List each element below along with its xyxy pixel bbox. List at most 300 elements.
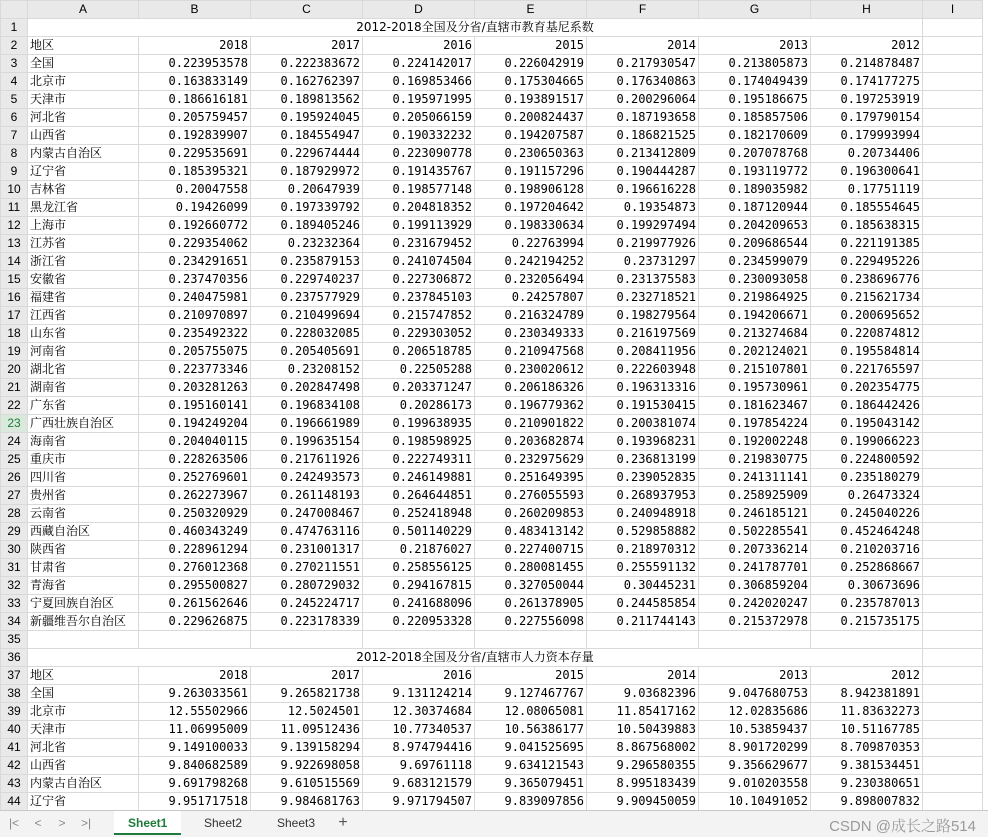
value-cell[interactable]: 0.229495226 xyxy=(811,253,923,271)
value-cell[interactable]: 0.260209853 xyxy=(475,505,587,523)
value-cell[interactable]: 0.223773346 xyxy=(139,361,251,379)
value-cell[interactable]: 0.189813562 xyxy=(251,91,363,109)
value-cell[interactable]: 0.211744143 xyxy=(587,613,699,631)
value-cell[interactable]: 9.634121543 xyxy=(475,757,587,775)
row-header[interactable]: 41 xyxy=(1,739,28,757)
region-cell[interactable]: 云南省 xyxy=(28,505,139,523)
value-cell[interactable]: 0.261562646 xyxy=(139,595,251,613)
value-cell[interactable]: 10.51167785 xyxy=(811,721,923,739)
value-cell[interactable]: 0.231001317 xyxy=(251,541,363,559)
value-cell[interactable]: 0.163833149 xyxy=(139,73,251,91)
value-cell[interactable]: 0.230093058 xyxy=(699,271,811,289)
row-header[interactable]: 28 xyxy=(1,505,28,523)
row-header[interactable]: 26 xyxy=(1,469,28,487)
row-header[interactable]: 39 xyxy=(1,703,28,721)
row-header[interactable]: 19 xyxy=(1,343,28,361)
value-cell[interactable]: 9.909450059 xyxy=(587,793,699,811)
row-header[interactable]: 21 xyxy=(1,379,28,397)
value-cell[interactable]: 0.244585854 xyxy=(587,595,699,613)
value-cell[interactable]: 0.247008467 xyxy=(251,505,363,523)
value-cell[interactable]: 0.215735175 xyxy=(811,613,923,631)
header-cell[interactable]: 2012 xyxy=(811,37,923,55)
value-cell[interactable]: 0.196779362 xyxy=(475,397,587,415)
value-cell[interactable]: 0.226042919 xyxy=(475,55,587,73)
value-cell[interactable]: 0.200296064 xyxy=(587,91,699,109)
value-cell[interactable]: 0.230020612 xyxy=(475,361,587,379)
value-cell[interactable]: 0.219830775 xyxy=(699,451,811,469)
value-cell[interactable]: 0.196616228 xyxy=(587,181,699,199)
value-cell[interactable]: 0.199066223 xyxy=(811,433,923,451)
cell[interactable] xyxy=(923,163,983,181)
value-cell[interactable]: 0.174177275 xyxy=(811,73,923,91)
row-header[interactable]: 23 xyxy=(1,415,28,433)
value-cell[interactable]: 0.241311141 xyxy=(699,469,811,487)
header-cell[interactable]: 2016 xyxy=(363,37,475,55)
cell[interactable] xyxy=(923,757,983,775)
value-cell[interactable]: 0.195043142 xyxy=(811,415,923,433)
value-cell[interactable]: 0.193968231 xyxy=(587,433,699,451)
value-cell[interactable]: 0.235787013 xyxy=(811,595,923,613)
value-cell[interactable]: 0.228032085 xyxy=(251,325,363,343)
region-cell[interactable]: 湖南省 xyxy=(28,379,139,397)
value-cell[interactable]: 11.06995009 xyxy=(139,721,251,739)
cell[interactable] xyxy=(923,325,983,343)
row-header[interactable]: 44 xyxy=(1,793,28,811)
cell[interactable] xyxy=(923,739,983,757)
value-cell[interactable]: 0.224142017 xyxy=(363,55,475,73)
value-cell[interactable]: 0.222749311 xyxy=(363,451,475,469)
value-cell[interactable]: 0.232718521 xyxy=(587,289,699,307)
row-header[interactable]: 12 xyxy=(1,217,28,235)
cell[interactable] xyxy=(923,253,983,271)
value-cell[interactable]: 0.215372978 xyxy=(699,613,811,631)
value-cell[interactable]: 0.245224717 xyxy=(251,595,363,613)
column-header[interactable]: A xyxy=(28,1,139,19)
value-cell[interactable]: 0.195186675 xyxy=(699,91,811,109)
value-cell[interactable]: 12.5024501 xyxy=(251,703,363,721)
value-cell[interactable]: 0.238696776 xyxy=(811,271,923,289)
value-cell[interactable]: 0.203371247 xyxy=(363,379,475,397)
row-header[interactable]: 10 xyxy=(1,181,28,199)
cell[interactable] xyxy=(251,631,363,649)
value-cell[interactable]: 0.215621734 xyxy=(811,289,923,307)
value-cell[interactable]: 0.192002248 xyxy=(699,433,811,451)
value-cell[interactable]: 0.206186326 xyxy=(475,379,587,397)
region-cell[interactable]: 四川省 xyxy=(28,469,139,487)
header-cell[interactable]: 2017 xyxy=(251,37,363,55)
value-cell[interactable]: 0.192839907 xyxy=(139,127,251,145)
value-cell[interactable]: 0.196661989 xyxy=(251,415,363,433)
cell[interactable] xyxy=(923,235,983,253)
cell[interactable] xyxy=(923,505,983,523)
cell[interactable] xyxy=(923,667,983,685)
value-cell[interactable]: 0.189035982 xyxy=(699,181,811,199)
prev-sheet-icon[interactable]: < xyxy=(34,816,42,830)
value-cell[interactable]: 0.224800592 xyxy=(811,451,923,469)
cell[interactable] xyxy=(923,91,983,109)
value-cell[interactable]: 0.460343249 xyxy=(139,523,251,541)
value-cell[interactable]: 0.186616181 xyxy=(139,91,251,109)
value-cell[interactable]: 0.246149881 xyxy=(363,469,475,487)
region-cell[interactable]: 广东省 xyxy=(28,397,139,415)
value-cell[interactable]: 0.185857506 xyxy=(699,109,811,127)
value-cell[interactable]: 0.182170609 xyxy=(699,127,811,145)
value-cell[interactable]: 0.30673696 xyxy=(811,577,923,595)
row-header[interactable]: 37 xyxy=(1,667,28,685)
row-header[interactable]: 35 xyxy=(1,631,28,649)
cell[interactable] xyxy=(923,361,983,379)
row-header[interactable]: 34 xyxy=(1,613,28,631)
value-cell[interactable]: 0.190332232 xyxy=(363,127,475,145)
value-cell[interactable]: 0.252868667 xyxy=(811,559,923,577)
cell[interactable] xyxy=(923,73,983,91)
value-cell[interactable]: 0.237577929 xyxy=(251,289,363,307)
value-cell[interactable]: 0.239052835 xyxy=(587,469,699,487)
region-cell[interactable]: 内蒙古自治区 xyxy=(28,775,139,793)
region-cell[interactable]: 青海省 xyxy=(28,577,139,595)
region-cell[interactable]: 黑龙江省 xyxy=(28,199,139,217)
table-title[interactable]: 2012-2018全国及分省/直辖市人力资本存量 xyxy=(28,649,923,667)
value-cell[interactable]: 0.219864925 xyxy=(699,289,811,307)
value-cell[interactable]: 0.185638315 xyxy=(811,217,923,235)
value-cell[interactable]: 0.276055593 xyxy=(475,487,587,505)
value-cell[interactable]: 8.709870353 xyxy=(811,739,923,757)
next-sheet-icon[interactable]: > xyxy=(58,816,66,830)
value-cell[interactable]: 0.199638935 xyxy=(363,415,475,433)
header-cell[interactable]: 2012 xyxy=(811,667,923,685)
row-header[interactable]: 43 xyxy=(1,775,28,793)
value-cell[interactable]: 0.241787701 xyxy=(699,559,811,577)
column-header[interactable]: C xyxy=(251,1,363,19)
value-cell[interactable]: 0.195924045 xyxy=(251,109,363,127)
row-header[interactable]: 42 xyxy=(1,757,28,775)
row-header[interactable]: 38 xyxy=(1,685,28,703)
value-cell[interactable]: 0.210947568 xyxy=(475,343,587,361)
value-cell[interactable]: 0.20647939 xyxy=(251,181,363,199)
value-cell[interactable]: 0.215107801 xyxy=(699,361,811,379)
value-cell[interactable]: 8.942381891 xyxy=(811,685,923,703)
column-header[interactable]: H xyxy=(811,1,923,19)
value-cell[interactable]: 0.202124021 xyxy=(699,343,811,361)
value-cell[interactable]: 0.23731297 xyxy=(587,253,699,271)
value-cell[interactable]: 0.232056494 xyxy=(475,271,587,289)
value-cell[interactable]: 0.258556125 xyxy=(363,559,475,577)
value-cell[interactable]: 0.176340863 xyxy=(587,73,699,91)
value-cell[interactable]: 0.529858882 xyxy=(587,523,699,541)
value-cell[interactable]: 12.55502966 xyxy=(139,703,251,721)
row-header[interactable]: 9 xyxy=(1,163,28,181)
value-cell[interactable]: 0.200381074 xyxy=(587,415,699,433)
value-cell[interactable]: 9.951717518 xyxy=(139,793,251,811)
value-cell[interactable]: 0.204040115 xyxy=(139,433,251,451)
value-cell[interactable]: 0.229354062 xyxy=(139,235,251,253)
value-cell[interactable]: 0.186442426 xyxy=(811,397,923,415)
value-cell[interactable]: 0.280729032 xyxy=(251,577,363,595)
cell[interactable] xyxy=(923,397,983,415)
cell[interactable] xyxy=(363,631,475,649)
cell[interactable] xyxy=(923,343,983,361)
value-cell[interactable]: 0.245040226 xyxy=(811,505,923,523)
row-header[interactable]: 22 xyxy=(1,397,28,415)
value-cell[interactable]: 0.227400715 xyxy=(475,541,587,559)
value-cell[interactable]: 0.195971995 xyxy=(363,91,475,109)
cell[interactable] xyxy=(923,199,983,217)
value-cell[interactable]: 0.207336214 xyxy=(699,541,811,559)
first-sheet-icon[interactable]: |< xyxy=(8,816,20,830)
value-cell[interactable]: 0.23208152 xyxy=(251,361,363,379)
value-cell[interactable]: 0.19426099 xyxy=(139,199,251,217)
value-cell[interactable]: 0.17751119 xyxy=(811,181,923,199)
value-cell[interactable]: 9.356629677 xyxy=(699,757,811,775)
region-cell[interactable]: 辽宁省 xyxy=(28,793,139,811)
value-cell[interactable]: 0.202354775 xyxy=(811,379,923,397)
value-cell[interactable]: 0.276012368 xyxy=(139,559,251,577)
header-cell[interactable]: 2014 xyxy=(587,37,699,55)
value-cell[interactable]: 8.995183439 xyxy=(587,775,699,793)
row-header[interactable]: 1 xyxy=(1,19,28,37)
value-cell[interactable]: 9.265821738 xyxy=(251,685,363,703)
value-cell[interactable]: 0.216324789 xyxy=(475,307,587,325)
region-cell[interactable]: 天津市 xyxy=(28,91,139,109)
region-cell[interactable]: 陕西省 xyxy=(28,541,139,559)
value-cell[interactable]: 0.181623467 xyxy=(699,397,811,415)
header-cell[interactable]: 2018 xyxy=(139,667,251,685)
value-cell[interactable]: 9.131124214 xyxy=(363,685,475,703)
value-cell[interactable]: 0.213412809 xyxy=(587,145,699,163)
value-cell[interactable]: 0.221765597 xyxy=(811,361,923,379)
value-cell[interactable]: 0.202847498 xyxy=(251,379,363,397)
value-cell[interactable]: 0.213274684 xyxy=(699,325,811,343)
value-cell[interactable]: 9.381534451 xyxy=(811,757,923,775)
value-cell[interactable]: 0.216197569 xyxy=(587,325,699,343)
value-cell[interactable]: 0.190444287 xyxy=(587,163,699,181)
value-cell[interactable]: 0.185554645 xyxy=(811,199,923,217)
cell[interactable] xyxy=(923,469,983,487)
value-cell[interactable]: 0.191435767 xyxy=(363,163,475,181)
value-cell[interactable]: 10.53859437 xyxy=(699,721,811,739)
value-cell[interactable]: 0.210970897 xyxy=(139,307,251,325)
value-cell[interactable]: 0.268937953 xyxy=(587,487,699,505)
value-cell[interactable]: 0.174049439 xyxy=(699,73,811,91)
value-cell[interactable]: 0.214878487 xyxy=(811,55,923,73)
region-cell[interactable]: 天津市 xyxy=(28,721,139,739)
value-cell[interactable]: 0.219977926 xyxy=(587,235,699,253)
cell[interactable] xyxy=(923,451,983,469)
value-cell[interactable]: 0.200824437 xyxy=(475,109,587,127)
value-cell[interactable]: 12.02835686 xyxy=(699,703,811,721)
value-cell[interactable]: 0.195584814 xyxy=(811,343,923,361)
cell[interactable] xyxy=(923,433,983,451)
value-cell[interactable]: 0.231375583 xyxy=(587,271,699,289)
value-cell[interactable]: 0.210499694 xyxy=(251,307,363,325)
row-header[interactable]: 4 xyxy=(1,73,28,91)
value-cell[interactable]: 0.232975629 xyxy=(475,451,587,469)
value-cell[interactable]: 0.197854224 xyxy=(699,415,811,433)
value-cell[interactable]: 0.230349333 xyxy=(475,325,587,343)
value-cell[interactable]: 0.199297494 xyxy=(587,217,699,235)
value-cell[interactable]: 0.186821525 xyxy=(587,127,699,145)
value-cell[interactable]: 0.217611926 xyxy=(251,451,363,469)
region-cell[interactable]: 安徽省 xyxy=(28,271,139,289)
value-cell[interactable]: 0.199113929 xyxy=(363,217,475,235)
value-cell[interactable]: 0.229535691 xyxy=(139,145,251,163)
value-cell[interactable]: 0.198906128 xyxy=(475,181,587,199)
cell[interactable] xyxy=(475,631,587,649)
value-cell[interactable]: 9.010203558 xyxy=(699,775,811,793)
value-cell[interactable]: 0.240948918 xyxy=(587,505,699,523)
row-header[interactable]: 16 xyxy=(1,289,28,307)
value-cell[interactable]: 8.901720299 xyxy=(699,739,811,757)
region-cell[interactable]: 山西省 xyxy=(28,127,139,145)
value-cell[interactable]: 0.240475981 xyxy=(139,289,251,307)
column-header[interactable]: E xyxy=(475,1,587,19)
value-cell[interactable]: 12.30374684 xyxy=(363,703,475,721)
region-cell[interactable]: 广西壮族自治区 xyxy=(28,415,139,433)
value-cell[interactable]: 0.209686544 xyxy=(699,235,811,253)
region-cell[interactable]: 新疆维吾尔自治区 xyxy=(28,613,139,631)
value-cell[interactable]: 0.205405691 xyxy=(251,343,363,361)
value-cell[interactable]: 0.175304665 xyxy=(475,73,587,91)
value-cell[interactable]: 0.21876027 xyxy=(363,541,475,559)
value-cell[interactable]: 0.228263506 xyxy=(139,451,251,469)
row-header[interactable]: 40 xyxy=(1,721,28,739)
tab-sheet2[interactable]: Sheet2 xyxy=(204,816,243,830)
value-cell[interactable]: 0.210901822 xyxy=(475,415,587,433)
value-cell[interactable]: 0.235180279 xyxy=(811,469,923,487)
column-header[interactable]: G xyxy=(699,1,811,19)
cell[interactable] xyxy=(923,37,983,55)
value-cell[interactable]: 0.252418948 xyxy=(363,505,475,523)
value-cell[interactable]: 0.196300641 xyxy=(811,163,923,181)
cell[interactable] xyxy=(923,541,983,559)
value-cell[interactable]: 0.179790154 xyxy=(811,109,923,127)
header-cell[interactable]: 2018 xyxy=(139,37,251,55)
value-cell[interactable]: 0.194207587 xyxy=(475,127,587,145)
value-cell[interactable]: 0.189405246 xyxy=(251,217,363,235)
value-cell[interactable]: 0.501140229 xyxy=(363,523,475,541)
cell[interactable] xyxy=(923,181,983,199)
cell[interactable] xyxy=(699,631,811,649)
value-cell[interactable]: 0.194206671 xyxy=(699,307,811,325)
value-cell[interactable]: 0.187120944 xyxy=(699,199,811,217)
value-cell[interactable]: 9.691798268 xyxy=(139,775,251,793)
value-cell[interactable]: 0.474763116 xyxy=(251,523,363,541)
value-cell[interactable]: 0.227556098 xyxy=(475,613,587,631)
column-header[interactable]: D xyxy=(363,1,475,19)
cell[interactable] xyxy=(587,631,699,649)
value-cell[interactable]: 9.296580355 xyxy=(587,757,699,775)
value-cell[interactable]: 9.971794507 xyxy=(363,793,475,811)
value-cell[interactable]: 9.139158294 xyxy=(251,739,363,757)
value-cell[interactable]: 0.24257807 xyxy=(475,289,587,307)
value-cell[interactable]: 0.234291651 xyxy=(139,253,251,271)
cell[interactable] xyxy=(923,577,983,595)
row-header[interactable]: 24 xyxy=(1,433,28,451)
header-cell[interactable]: 2013 xyxy=(699,37,811,55)
value-cell[interactable]: 11.83632273 xyxy=(811,703,923,721)
column-header[interactable]: I xyxy=(923,1,983,19)
add-sheet-button[interactable]: + xyxy=(338,814,348,831)
value-cell[interactable]: 0.234599079 xyxy=(699,253,811,271)
value-cell[interactable]: 9.683121579 xyxy=(363,775,475,793)
value-cell[interactable]: 0.184554947 xyxy=(251,127,363,145)
region-cell[interactable]: 上海市 xyxy=(28,217,139,235)
row-header[interactable]: 17 xyxy=(1,307,28,325)
value-cell[interactable]: 0.222603948 xyxy=(587,361,699,379)
cell[interactable] xyxy=(923,145,983,163)
value-cell[interactable]: 0.192660772 xyxy=(139,217,251,235)
value-cell[interactable]: 0.252769601 xyxy=(139,469,251,487)
cell[interactable] xyxy=(923,271,983,289)
cell[interactable] xyxy=(923,217,983,235)
value-cell[interactable]: 0.230650363 xyxy=(475,145,587,163)
value-cell[interactable]: 0.210203716 xyxy=(811,541,923,559)
value-cell[interactable]: 0.483413142 xyxy=(475,523,587,541)
value-cell[interactable]: 0.208411956 xyxy=(587,343,699,361)
value-cell[interactable]: 0.203682874 xyxy=(475,433,587,451)
value-cell[interactable]: 0.241688096 xyxy=(363,595,475,613)
value-cell[interactable]: 0.198330634 xyxy=(475,217,587,235)
value-cell[interactable]: 0.235492322 xyxy=(139,325,251,343)
value-cell[interactable]: 0.23232364 xyxy=(251,235,363,253)
value-cell[interactable]: 9.230380651 xyxy=(811,775,923,793)
region-cell[interactable]: 贵州省 xyxy=(28,487,139,505)
value-cell[interactable]: 0.203281263 xyxy=(139,379,251,397)
value-cell[interactable]: 0.261148193 xyxy=(251,487,363,505)
value-cell[interactable]: 0.26473324 xyxy=(811,487,923,505)
region-cell[interactable]: 全国 xyxy=(28,55,139,73)
region-cell[interactable]: 全国 xyxy=(28,685,139,703)
cell[interactable] xyxy=(923,415,983,433)
value-cell[interactable]: 0.237845103 xyxy=(363,289,475,307)
row-header[interactable]: 3 xyxy=(1,55,28,73)
row-header[interactable]: 33 xyxy=(1,595,28,613)
value-cell[interactable]: 0.255591132 xyxy=(587,559,699,577)
value-cell[interactable]: 0.215747852 xyxy=(363,307,475,325)
row-header[interactable]: 5 xyxy=(1,91,28,109)
column-header[interactable]: B xyxy=(139,1,251,19)
cell[interactable] xyxy=(923,289,983,307)
value-cell[interactable]: 0.200695652 xyxy=(811,307,923,325)
cell[interactable] xyxy=(923,721,983,739)
cell[interactable] xyxy=(28,631,139,649)
region-cell[interactable]: 江苏省 xyxy=(28,235,139,253)
value-cell[interactable]: 0.250320929 xyxy=(139,505,251,523)
row-header[interactable]: 25 xyxy=(1,451,28,469)
value-cell[interactable]: 0.162762397 xyxy=(251,73,363,91)
row-header[interactable]: 11 xyxy=(1,199,28,217)
row-header[interactable]: 15 xyxy=(1,271,28,289)
value-cell[interactable]: 10.10491052 xyxy=(699,793,811,811)
value-cell[interactable]: 0.196834108 xyxy=(251,397,363,415)
cell[interactable] xyxy=(923,631,983,649)
value-cell[interactable]: 0.228961294 xyxy=(139,541,251,559)
value-cell[interactable]: 0.220953328 xyxy=(363,613,475,631)
value-cell[interactable]: 0.204818352 xyxy=(363,199,475,217)
region-cell[interactable]: 北京市 xyxy=(28,73,139,91)
value-cell[interactable]: 9.047680753 xyxy=(699,685,811,703)
value-cell[interactable]: 10.77340537 xyxy=(363,721,475,739)
value-cell[interactable]: 8.867568002 xyxy=(587,739,699,757)
cell[interactable] xyxy=(923,793,983,811)
cell[interactable] xyxy=(923,613,983,631)
cell[interactable] xyxy=(923,595,983,613)
cell[interactable] xyxy=(923,523,983,541)
value-cell[interactable]: 0.235879153 xyxy=(251,253,363,271)
value-cell[interactable]: 0.205066159 xyxy=(363,109,475,127)
cell[interactable] xyxy=(923,685,983,703)
region-cell[interactable]: 河北省 xyxy=(28,109,139,127)
